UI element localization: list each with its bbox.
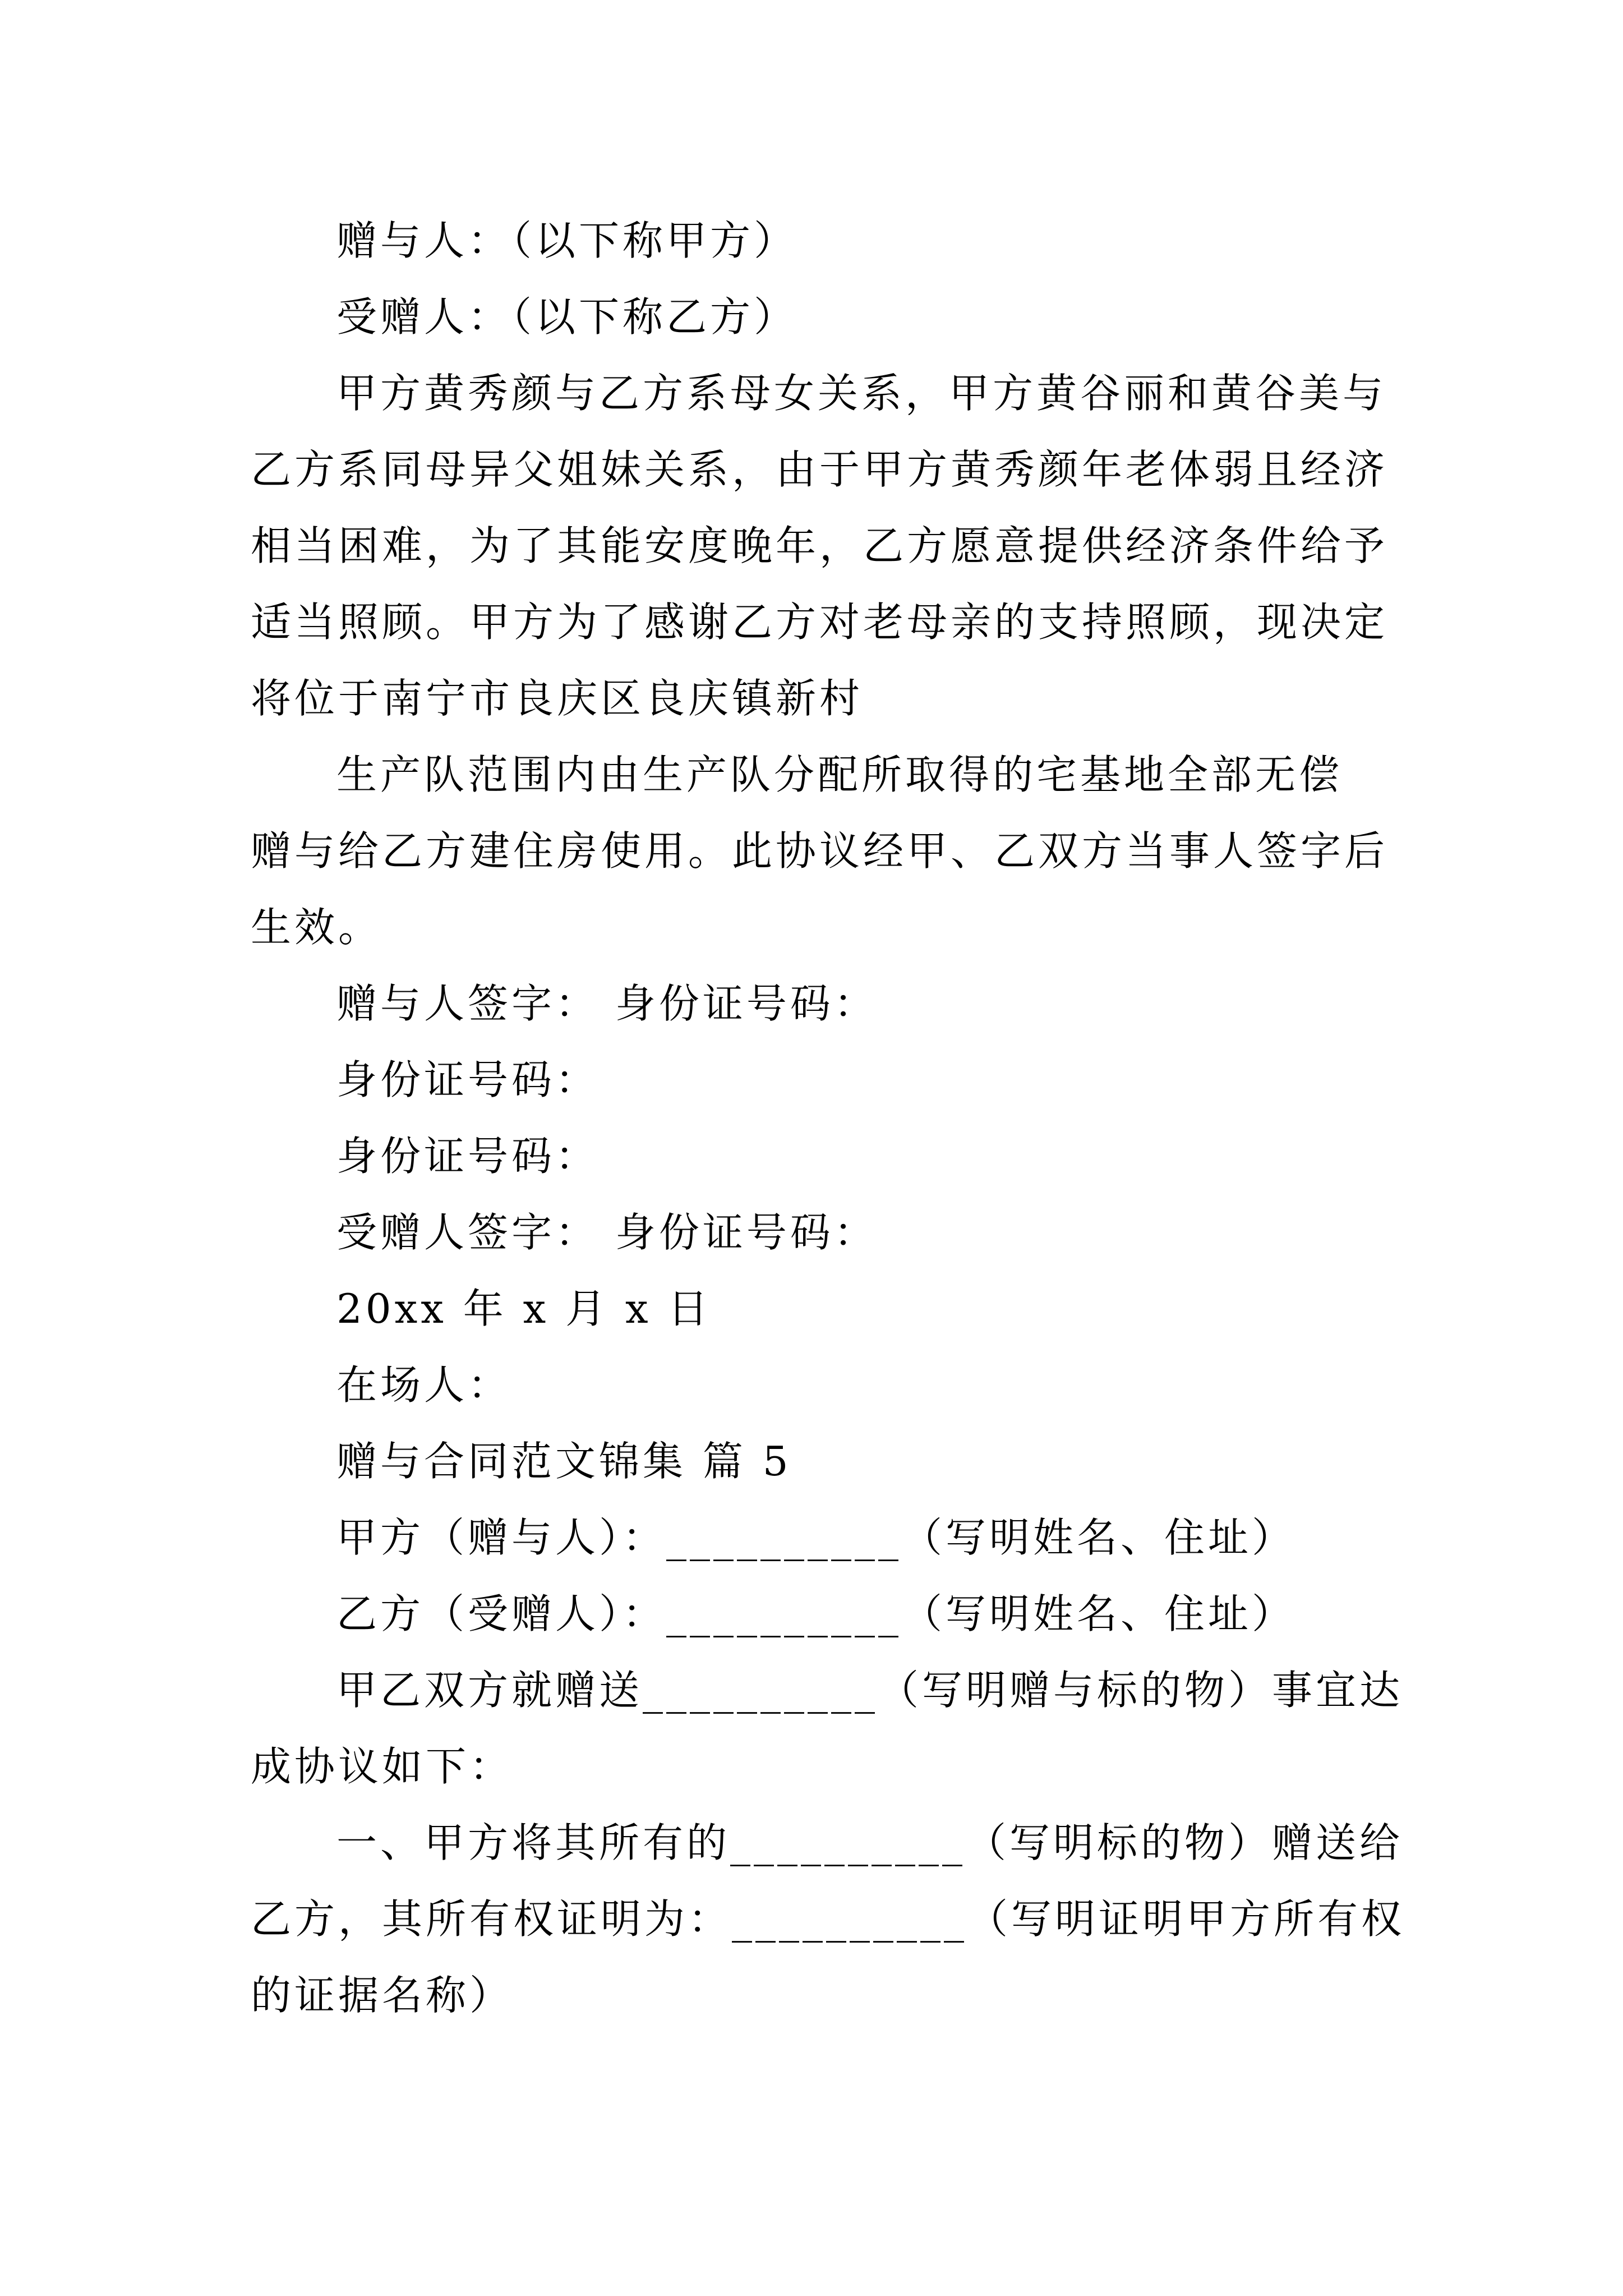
clause-line: 一、甲方将其所有的__________（写明标的物）赠送给	[336, 1819, 1404, 1866]
party-b-line: 乙方（受赠人）：__________（写明姓名、住址）	[336, 1590, 1296, 1637]
donee-line: 受赠人：（以下称乙方）	[336, 293, 798, 341]
paragraph-line: 赠与给乙方建住房使用。此协议经甲、乙双方当事人签字后	[251, 827, 1389, 875]
donor-line: 赠与人：（以下称甲方）	[336, 217, 798, 264]
paragraph-line: 成协议如下：	[251, 1743, 514, 1790]
paragraph-line: 乙方系同母异父姐妹关系，由于甲方黄秀颜年老体弱且经济	[251, 446, 1389, 493]
paragraph-line: 生产队范围内由生产队分配所取得的宅基地全部无偿	[336, 751, 1343, 798]
date-line: 20xx 年 x 月 x 日	[336, 1285, 712, 1332]
paragraph-line: 生效。	[251, 904, 382, 951]
paragraph-line: 将位于南宁市良庆区良庆镇新村	[251, 675, 864, 722]
section-title: 赠与合同范文锦集 篇 5	[336, 1438, 792, 1485]
paragraph-line: 相当困难，为了其能安度晚年，乙方愿意提供经济条件给予	[251, 522, 1389, 569]
paragraph-line: 甲方黄秀颜与乙方系母女关系，甲方黄谷丽和黄谷美与	[336, 370, 1387, 417]
party-a-line: 甲方（赠与人）：__________（写明姓名、住址）	[336, 1514, 1296, 1561]
paragraph-line: 甲乙双方就赠送__________（写明赠与标的物）事宜达	[336, 1667, 1404, 1714]
paragraph-line: 适当照顾。甲方为了感谢乙方对老母亲的支持照顾，现决定	[251, 599, 1389, 646]
id-number-line: 身份证号码：	[336, 1056, 600, 1103]
id-number-line: 身份证号码：	[336, 1133, 600, 1180]
donor-signature-line: 赠与人签字： 身份证号码：	[336, 980, 878, 1027]
clause-line: 乙方，其所有权证明为：__________（写明证明甲方所有权	[251, 1895, 1405, 1943]
donee-signature-line: 受赠人签字： 身份证号码：	[336, 1209, 878, 1256]
clause-line: 的证据名称）	[251, 1972, 514, 2019]
witness-line: 在场人：	[336, 1361, 512, 1409]
